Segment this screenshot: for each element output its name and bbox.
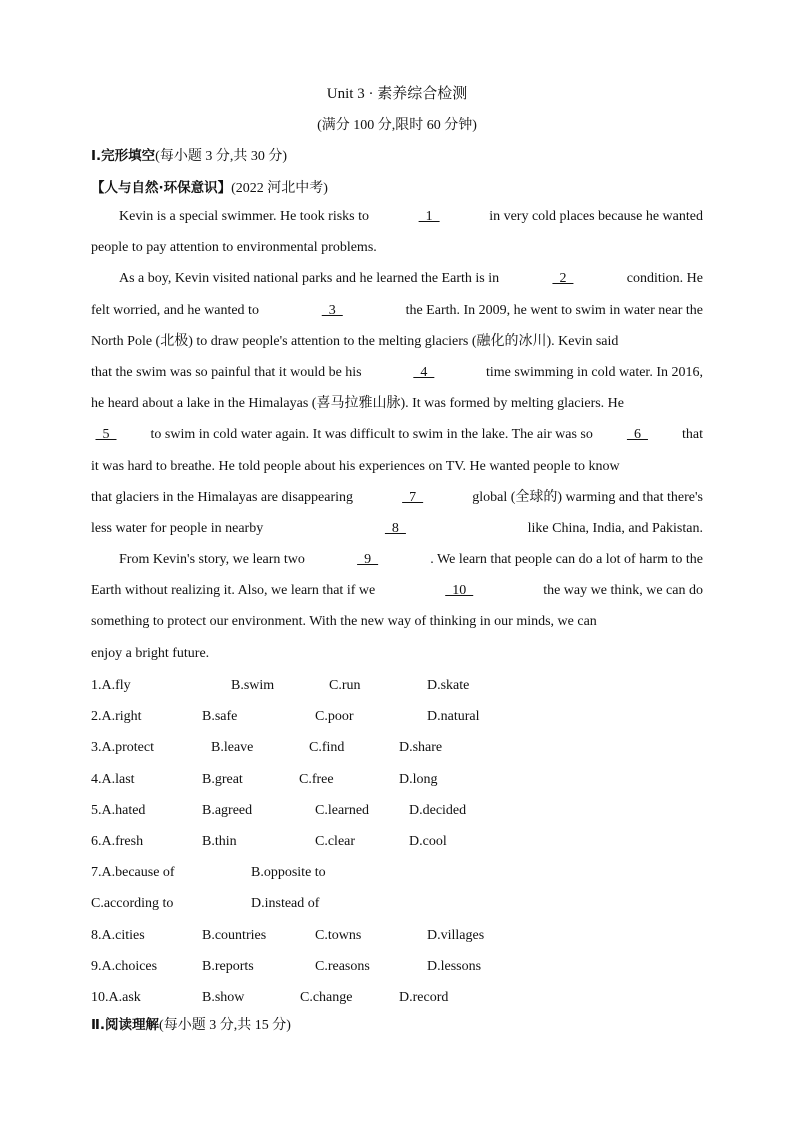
passage-line <box>91 513 703 544</box>
option-choice[interactable]: C.reasons <box>315 958 370 974</box>
passage-line <box>91 451 703 482</box>
option-choice[interactable]: D.instead of <box>251 896 320 912</box>
option-choice[interactable]: C.according to <box>91 896 174 912</box>
option-choice[interactable]: B.great <box>202 771 243 787</box>
passage-line <box>91 388 703 419</box>
passage-text: less water for people in nearby <box>91 520 264 536</box>
option-choice[interactable]: 2.A.right <box>91 709 142 725</box>
section-scoring: (每小题 3 分,共 15 分) <box>159 1018 291 1033</box>
blank-5[interactable]: 5 <box>95 427 117 443</box>
theme-line <box>91 176 328 197</box>
option-choice[interactable]: 8.A.cities <box>91 927 145 943</box>
option-choice[interactable]: B.safe <box>202 709 238 725</box>
option-choice[interactable]: C.free <box>299 771 334 787</box>
blank-1[interactable]: 1 <box>418 209 440 224</box>
section-scoring: (每小题 3 分,共 30 分) <box>155 149 287 164</box>
option-choice[interactable]: C.change <box>300 989 353 1005</box>
option-choice[interactable]: B.reports <box>202 958 254 974</box>
option-choice[interactable]: B.swim <box>231 678 275 693</box>
blank-10[interactable]: 10 <box>445 583 474 599</box>
option-choice[interactable]: B.countries <box>202 927 267 943</box>
option-choice[interactable]: C.run <box>329 678 361 693</box>
passage-line <box>91 575 703 606</box>
option-choice[interactable]: B.opposite to <box>251 865 326 881</box>
option-choice[interactable]: 1.A.fly <box>91 678 131 693</box>
passage-line <box>91 295 703 326</box>
option-row <box>91 670 691 701</box>
theme-label: 【人与自然·环保意识】 <box>91 180 232 196</box>
page-title: Unit 3 · 素养综合检测 <box>326 86 468 102</box>
passage-text: the Earth. In 2009, he went to swim in water near the <box>405 302 703 318</box>
option-row <box>91 857 691 888</box>
option-choice[interactable]: B.agreed <box>202 802 253 818</box>
section-heading-cloze: Ⅰ.完形填空(每小题 3 分,共 30 分) <box>91 148 287 164</box>
option-choice[interactable]: D.record <box>399 989 449 1005</box>
section-numeral: Ⅰ <box>91 148 97 164</box>
option-choice[interactable]: 7.A.because of <box>91 865 175 881</box>
option-choice[interactable]: C.towns <box>315 927 362 943</box>
passage-line <box>91 638 703 669</box>
passage-text: time swimming in cold water. In 2016, <box>486 364 703 380</box>
blank-7[interactable]: 7 <box>402 489 424 505</box>
page-subtitle: (满分 100 分,限时 60 分钟) <box>317 118 477 133</box>
option-choice[interactable]: C.learned <box>315 802 370 818</box>
passage-text: that <box>681 427 703 443</box>
option-choice[interactable]: D.lessons <box>427 958 482 974</box>
answer-options <box>91 670 691 1013</box>
blank-9[interactable]: 9 <box>357 552 379 568</box>
option-row <box>91 982 691 1013</box>
option-row <box>91 732 691 763</box>
option-choice[interactable]: D.villages <box>427 927 485 943</box>
option-row <box>91 764 691 795</box>
blank-8[interactable]: 8 <box>384 520 406 536</box>
option-choice[interactable]: D.decided <box>409 802 467 818</box>
passage-text: the way we think, we can do <box>543 583 703 599</box>
passage-text: North Pole (北极) to draw people's attention to the melting glaciers (融化的冰川). Kevin said <box>91 333 619 349</box>
option-row <box>91 826 691 857</box>
blank-4[interactable]: 4 <box>413 364 435 380</box>
option-choice[interactable]: 9.A.choices <box>91 958 158 974</box>
passage-line <box>91 357 703 388</box>
passage-text: to swim in cold water again. It was difficult to swim in the lake. The air was so <box>150 427 593 443</box>
passage-line <box>91 201 703 232</box>
option-choice[interactable]: B.show <box>202 989 245 1005</box>
passage-text: that glaciers in the Himalayas are disappearing <box>91 489 354 505</box>
passage-line <box>91 606 703 637</box>
option-choice[interactable]: B.leave <box>211 740 254 756</box>
passage-line <box>91 419 703 450</box>
option-choice[interactable]: D.skate <box>427 678 470 693</box>
passage-text: people to pay attention to environmental problems. <box>91 240 377 256</box>
theme-source: (2022 河北中考) <box>231 181 328 196</box>
passage-text: something to protect our environment. With the new way of thinking in our minds, we can <box>91 614 597 630</box>
passage-text: he heard about a lake in the Himalayas (喜马拉雅山脉). It was formed by melting glaciers. He <box>91 396 625 412</box>
passage-line <box>91 263 703 294</box>
passage-text: As a boy, Kevin visited national parks and he learned the Earth is in <box>119 271 500 287</box>
passage-line <box>91 232 703 263</box>
passage-text: enjoy a bright future. <box>91 645 210 661</box>
option-choice[interactable]: 6.A.fresh <box>91 833 144 849</box>
option-row <box>91 701 691 732</box>
section-heading-reading: Ⅱ.阅读理解(每小题 3 分,共 15 分) <box>91 1017 291 1033</box>
option-choice[interactable]: 5.A.hated <box>91 802 146 818</box>
option-choice[interactable]: D.natural <box>427 709 480 725</box>
option-choice[interactable]: C.clear <box>315 833 356 849</box>
option-row <box>91 795 691 826</box>
passage-text: global (全球的) warming and that there's <box>472 489 703 505</box>
passage-line <box>91 544 703 575</box>
option-row <box>91 920 691 951</box>
section-name: 阅读理解 <box>105 1017 160 1033</box>
passage-text: Earth without realizing it. Also, we learn that if we <box>91 583 376 599</box>
option-choice[interactable]: D.share <box>399 740 443 756</box>
section-numeral: Ⅱ <box>91 1017 100 1033</box>
passage-text: felt worried, and he wanted to <box>91 302 259 318</box>
passage-line <box>91 482 703 513</box>
option-choice[interactable]: C.poor <box>315 709 354 725</box>
option-choice[interactable]: 10.A.ask <box>91 989 141 1005</box>
option-row <box>91 888 691 919</box>
section-name: 完形填空 <box>101 148 156 164</box>
option-choice[interactable]: D.cool <box>409 833 447 849</box>
option-choice[interactable]: D.long <box>399 771 438 787</box>
passage-text: like China, India, and Pakistan. <box>527 520 703 536</box>
passage-text: that the swim was so painful that it would be his <box>91 364 362 380</box>
option-row <box>91 951 691 982</box>
blank-6[interactable]: 6 <box>626 427 648 443</box>
option-choice[interactable]: 4.A.last <box>91 771 135 787</box>
blank-3[interactable]: 3 <box>321 302 343 318</box>
blank-2[interactable]: 2 <box>552 271 574 287</box>
passage-text: . We learn that people can do a lot of harm to the <box>430 552 703 568</box>
option-choice[interactable]: 3.A.protect <box>91 740 154 756</box>
passage-line <box>91 326 703 357</box>
option-choice[interactable]: C.find <box>309 740 345 756</box>
passage-text: it was hard to breathe. He told people about his experiences on TV. He wanted people to know <box>91 458 620 474</box>
passage-text: From Kevin's story, we learn two <box>119 552 305 568</box>
option-choice[interactable]: B.thin <box>202 833 237 849</box>
cloze-passage <box>91 201 703 669</box>
passage-text: condition. He <box>626 271 703 287</box>
passage-text: Kevin is a special swimmer. He took risks to <box>119 209 370 224</box>
passage-text: in very cold places because he wanted <box>489 209 703 224</box>
